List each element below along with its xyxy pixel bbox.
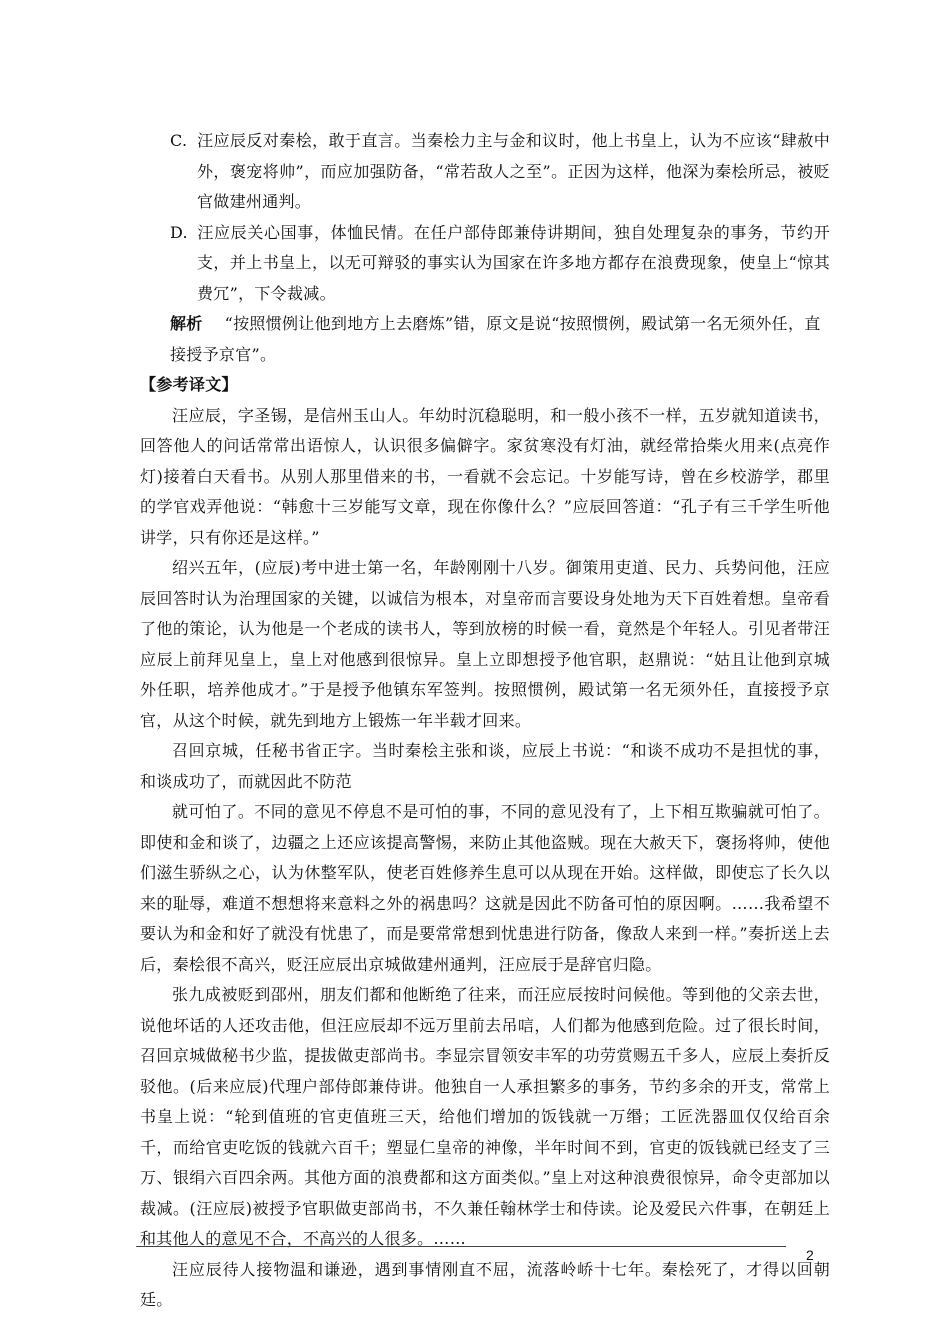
analysis-text: “按照惯例让他到地方上去磨炼”错，原文是说“按照惯例，殿试第一名无须外任，直接授予京官”。 [170,314,821,364]
translation-paragraph-4: 就可怕了。不同的意见不停息不是可怕的事，不同的意见没有了，上下相互欺骗就可怕了。即使和金和谈了，边疆之上还应该提高警惕，来防止其他盗贼。现在大赦天下，褒扬将帅，使他们滋生骄纵之心，认为休整军队，使老百姓修养生息可以从现在开始。这样做，即使忘了长久以来的耻辱，难道不想想将来意料之外的祸患吗？这就是因此不防备可怕的原因啊。……我希望不要认为和金和好了就没有忧患了，而是要常常想到忧患进行防备，像敌人来到一样。”奏折送上去后，秦桧很不高兴，贬汪应辰出京城做建州通判，汪应辰于是辞官归隐。 [140,802,830,974]
footer-rule [136,1246,786,1247]
option-d-tag: D. [170,222,188,242]
option-d [140,218,830,310]
page-number: 2 [806,1247,814,1263]
analysis [140,309,830,370]
translation-paragraph-2: 绍兴五年，(应辰)考中进士第一名，年龄刚刚十八岁。御策用吏道、民力、兵势问他，汪应辰回答时认为治理国家的关键，以诚信为根本，对皇帝而言要设身处地为天下百姓着想。皇帝看了他的策论，认为他是一个老成的读书人，等到放榜的时候一看，竟然是个年轻人。引见者带汪应辰上前拜见皇上，皇上对他感到很惊异。皇上立即想授予他官职，赵鼎说：“姑且让他到京城外任职，培养他成才。”于是授予他镇东军签判。按照惯例，殿试第一名无须外任，直接授予京官，从这个时候，就先到地方上锻炼一年半载才回来。 [140,558,830,730]
analysis-label: 解析 [170,314,203,333]
option-c [140,126,830,218]
translation-paragraph-6: 汪应辰待人接物温和谦逊，遇到事情刚直不屈，流落岭峤十七年。秦桧死了，才得以回朝廷。 [140,1259,830,1309]
option-c-tag: C. [170,131,188,150]
translation-heading: 【参考译文】 [140,375,238,394]
option-d-text: 汪应辰关心国事，体恤民情。在任户部侍郎兼侍讲期间，独自处理复杂的事务，节约开支，并上书皇上，以无可辩驳的事实认为国家在许多地方都存在浪费现象，使皇上“惊其费冗”，下令裁减。 [197,222,830,303]
translation-paragraph-3: 召回京城，任秘书省正字。当时秦桧主张和谈，应辰上书说：“和谈不成功不是担忧的事，和谈成功了，而就因此不防范 [140,741,830,791]
option-c-text: 汪应辰反对秦桧，敢于直言。当秦桧力主与金和议时，他上书皇上，认为不应该“肆赦中外，褒宠将帅”，而应加强防备，“常若敌人之至”。正因为这样，他深为秦桧所忌，被贬官做建州通判。 [197,131,830,211]
translation-paragraph-1: 汪应辰，字圣锡，是信州玉山人。年幼时沉稳聪明，和一般小孩不一样，五岁就知道读书，回答他人的问话常常出语惊人，认识很多偏僻字。家贫寒没有灯油，就经常拾柴火用来(点亮作灯)接着白天看书。从别人那里借来的书，一看就不会忘记。十岁能写诗，曾在乡校游学，郡里的学官戏弄他说：“韩愈十三岁能写文章，现在你像什么？”应辰回答道：“孔子有三千学生听他讲学，只有你还是这样。” [140,405,830,547]
document-body [140,126,830,1316]
translation-paragraph-5: 张九成被贬到邵州，朋友们都和他断绝了往来，而汪应辰按时问候他。等到他的父亲去世，说他坏话的人还攻击他，但汪应辰却不远万里前去吊唁，人们都为他感到危险。过了很长时间，召回京城做秘书少监，提拔做吏部尚书。李显宗冒领安丰军的功劳赏赐五千多人，应辰上奏折反驳他。(后来应辰)代理户部侍郎兼侍讲。他独自一人承担繁多的事务，节约多余的开支，常常上书皇上说：“轮到值班的官吏值班三天，给他们增加的饭钱就一万缗；工匠洗器皿仅仅给百余千，而给官吏吃饭的钱就六百千；塑显仁皇帝的神像，半年时间不到，官吏的饭钱就已经支了三万、银绢六百四余两。其他方面的浪费都和这方面类似。”皇上对这种浪费很惊异，命令吏部加以裁减。(汪应辰)被授予官职做吏部尚书，不久兼任翰林学士和侍读。论及爱民六件事，在朝廷上和其他人的意见不合，不高兴的人很多。…… [140,985,830,1248]
